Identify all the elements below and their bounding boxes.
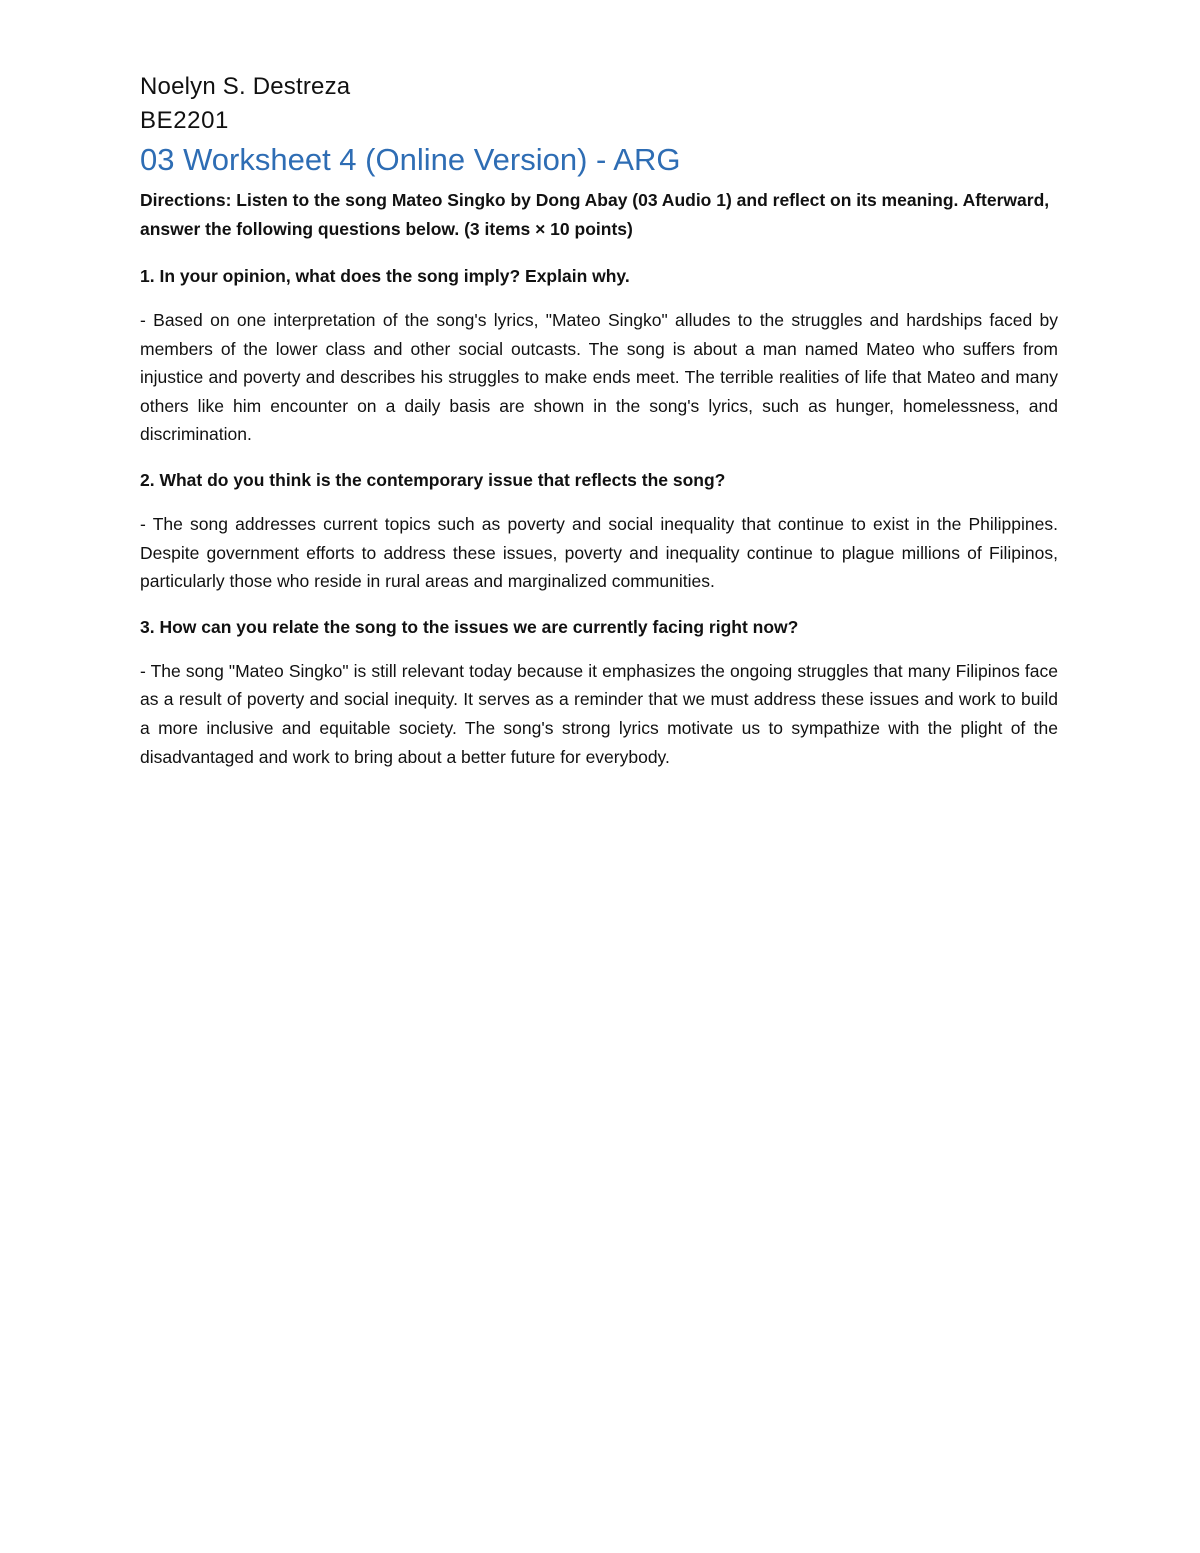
worksheet-page [140,70,1058,788]
answer-3: - The song "Mateo Singko" is still relevant today because it emphasizes the ongoing struggles that many Filipinos face as a result of poverty and social inequity. It serves as a reminder that we must address these issues and work to build a more inclusive and equitable society. The song's strong lyrics motivate us to sympathize with the plight of the disadvantaged and work to bring about a better future for everybody. [140,660,1058,767]
answer-1: - Based on one interpretation of the song's lyrics, "Mateo Singko" alludes to the struggles and hardships faced by members of the lower class and other social outcasts. The song is about a man named Mateo who suffers from injustice and poverty and describes his struggles to make ends meet. The terrible realities of life that Mateo and many others like him encounter on a daily basis are shown in the song's lyrics, such as hunger, homelessness, and discrimination. [140,310,1058,445]
directions-text: Directions: Listen to the song Mateo Singko by Dong Abay (03 Audio 1) and reflect on its meaning. Afterward, answer the following questions below. (3 items × 10 points) [140,190,1050,239]
question-1: 1. In your opinion, what does the song imply? Explain why. [140,266,630,286]
author-name: Noelyn S. Destreza [140,73,351,100]
question-3: 3. How can you relate the song to the issues we are currently facing right now? [140,616,799,637]
worksheet-title: 03 Worksheet 4 (Online Version) - ARG [140,142,681,177]
question-2: 2. What do you think is the contemporary issue that reflects the song? [140,469,726,490]
course-code: BE2201 [140,107,230,134]
answer-2: - The song addresses current topics such as poverty and social inequality that continue to exist in the Philippines. Despite government efforts to address these issues, poverty and inequality continue to plague millions of Filipinos, particularly those who reside in rural areas and marginalized communities. [140,513,1058,592]
